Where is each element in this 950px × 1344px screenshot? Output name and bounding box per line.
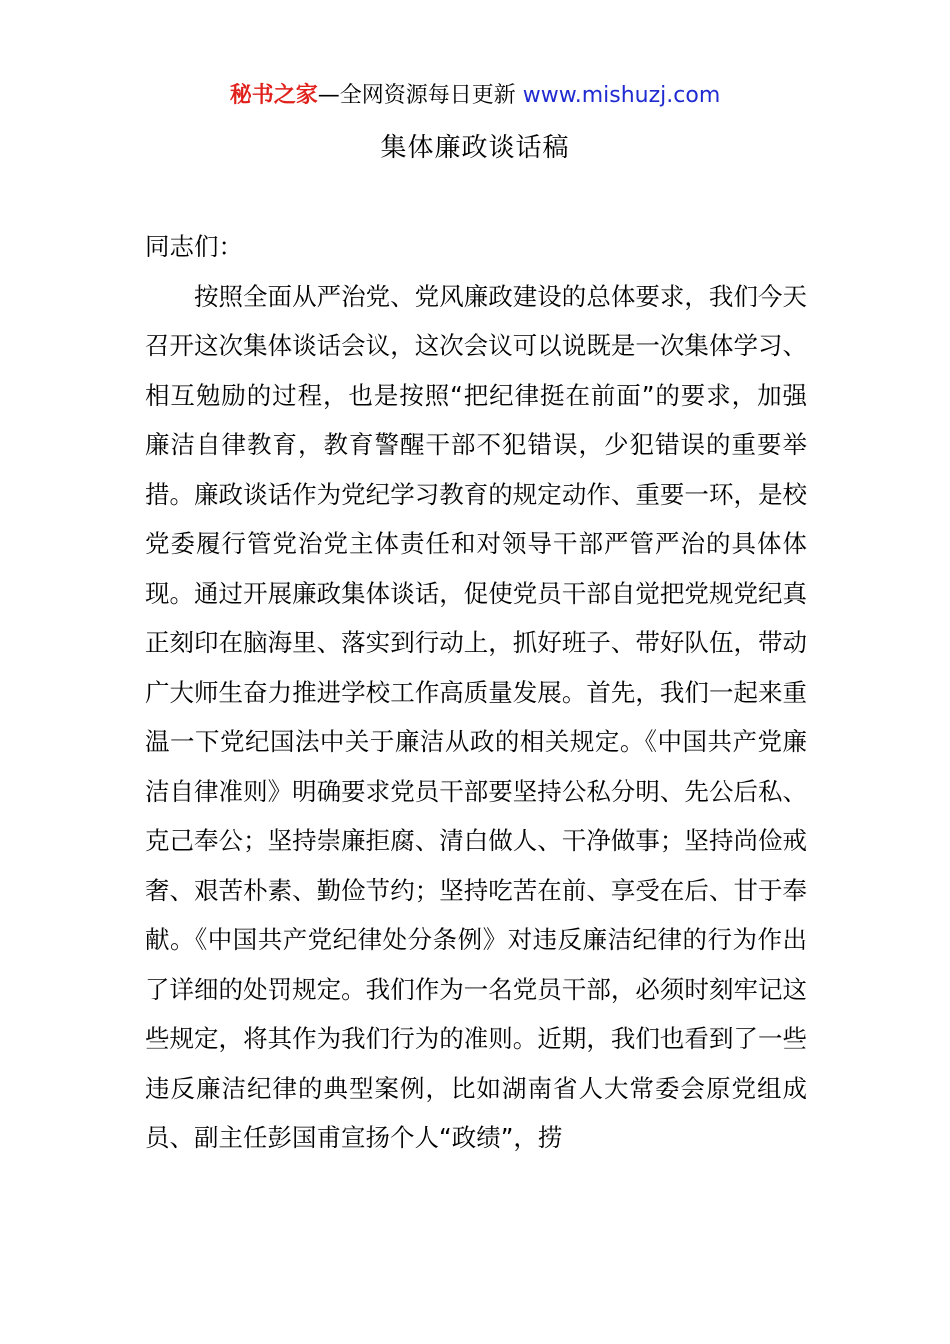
brand-name: 秘书之家 bbox=[229, 83, 318, 108]
site-url-link[interactable]: www.mishuzj.com bbox=[522, 83, 721, 108]
salutation: 同志们： bbox=[145, 232, 243, 261]
site-header bbox=[0, 80, 950, 112]
document-body bbox=[145, 222, 807, 1163]
body-paragraph: 按照全面从严治党、党风廉政建设的总体要求，我们今天召开这次集体谈话会议，这次会议可以说既是一次集体学习、相互勉励的过程，也是按照“把纪律挺在前面”的要求，加强廉洁自律教育，教育警醒干部不犯错误，少犯错误的重要举措。廉政谈话作为党纪学习教育的规定动作、重要一环，是校党委履行管党治党主体责任和对领导干部严管严治的具体体现。通过开展廉政集体谈话，促使党员干部自觉把党规党纪真正刻印在脑海里、落实到行动上，抓好班子、带好队伍，带动广大师生奋力推进学校工作高质量发展。首先，我们一起来重温一下党纪国法中关于廉洁从政的相关规定。《中国共产党廉洁自律准则》明确要求党员干部要坚持公私分明、先公后私、克己奉公；坚持崇廉拒腐、清白做人、干净做事；坚持尚俭戒奢、艰苦朴素、勤俭节约；坚持吃苦在前、享受在后、甘于奉献。《中国共产党纪律处分条例》对违反廉洁纪律的行为作出了详细的处罚规定。我们作为一名党员干部，必须时刻牢记这些规定，将其作为我们行为的准则。近期，我们也看到了一些违反廉洁纪律的典型案例，比如湖南省人大常委会原党组成员、副主任彭国甫宣扬个人“政绩”，捞 bbox=[145, 281, 807, 1152]
document-title: 集体廉政谈话稿 bbox=[380, 133, 570, 163]
header-tagline: —全网资源每日更新 bbox=[317, 83, 523, 108]
